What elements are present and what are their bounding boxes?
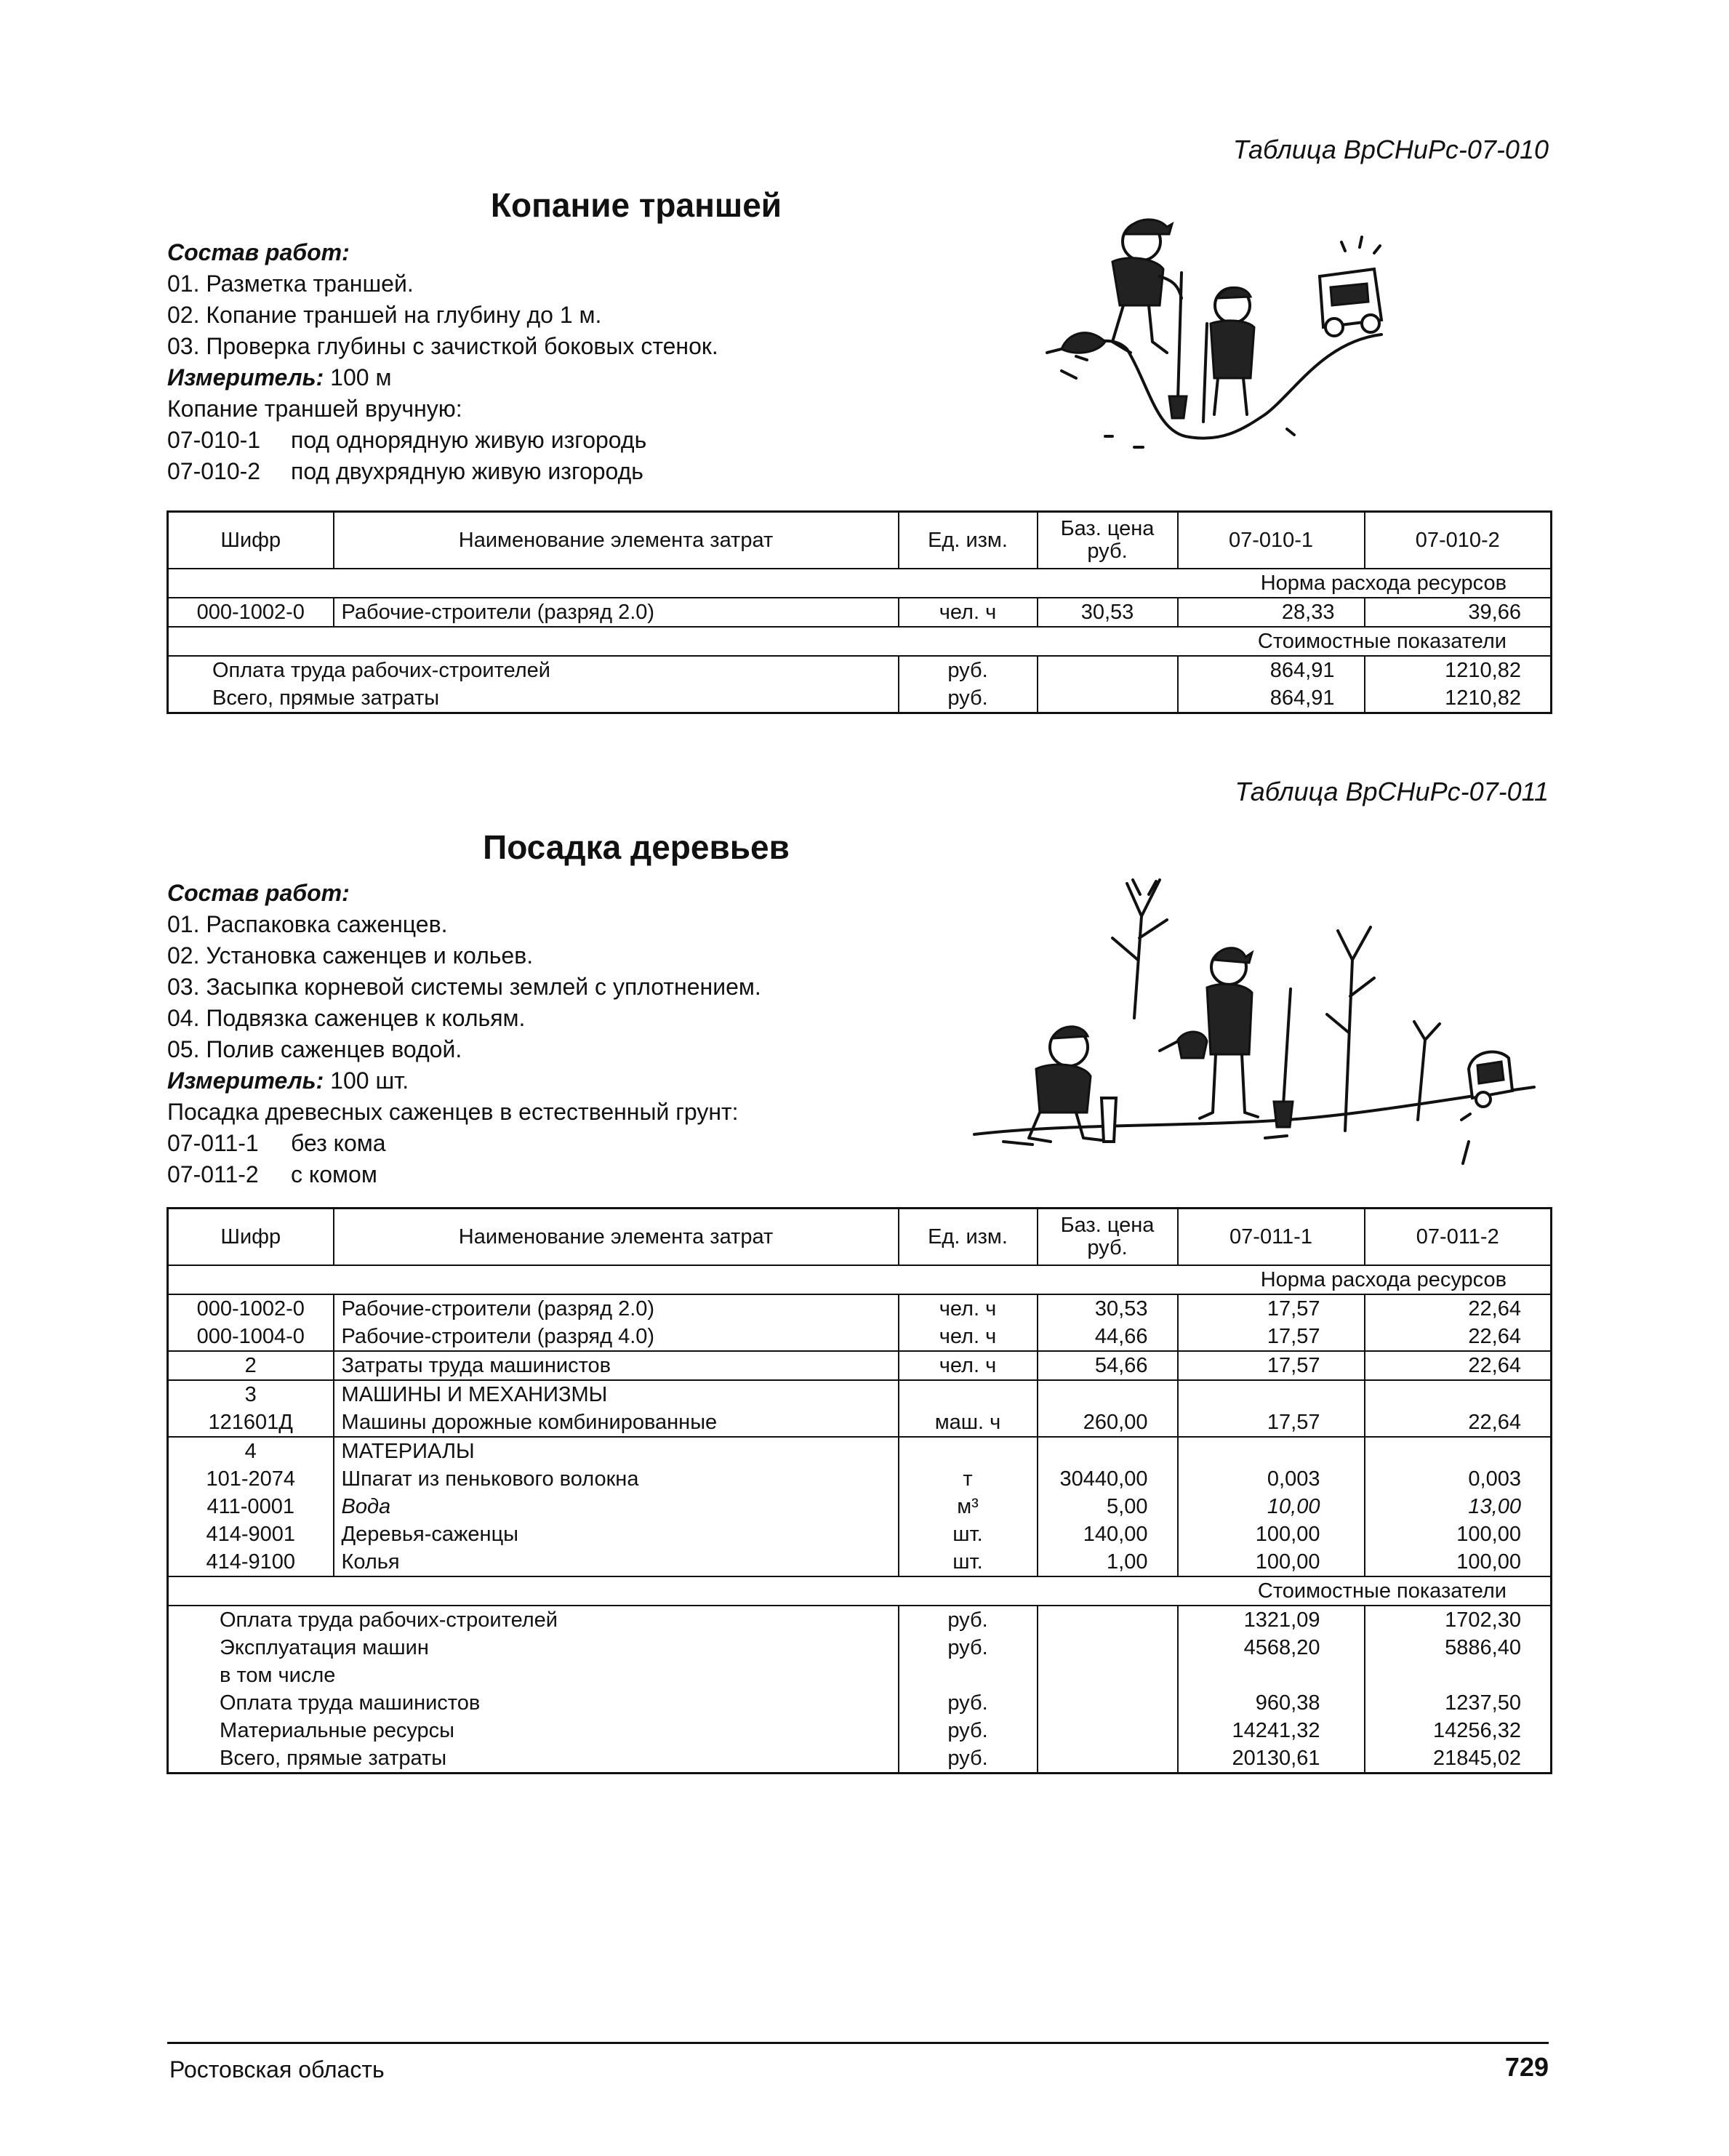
cost-unit: руб. [899,684,1038,713]
measure-value: 100 шт. [330,1067,409,1094]
cost-name: Всего, прямые затраты [220,1746,447,1770]
cost-unit: руб. [899,1606,1038,1634]
variant-code: 07-010-2 [167,458,261,484]
variant-desc: под двухрядную живую изгородь [291,458,643,484]
col-header-name: Наименование элемента затрат [334,1209,899,1266]
measure-value: 100 м [330,364,392,390]
cost-unit: руб. [899,1744,1038,1774]
row-value-1: 10,00 [1178,1493,1365,1520]
row-unit: шт. [899,1548,1038,1576]
cost-value-2: 14256,32 [1365,1717,1552,1744]
row-unit: чел. ч [899,598,1038,627]
row-code: 3 [168,1380,334,1408]
cost-value-1: 14241,32 [1178,1717,1365,1744]
table-row [168,1493,1552,1520]
cost-row [168,1744,1552,1774]
row-code: 414-9001 [206,1522,296,1546]
row-value-2: 0,003 [1365,1465,1552,1493]
cost-name: Оплата труда машинистов [220,1691,481,1715]
work-step: 03. Проверка глубины с зачисткой боковых стенок. [167,333,718,359]
variant-line [167,456,1112,487]
row-name: Вода [334,1493,899,1520]
work-step: 03. Засыпка корневой системы землей с уплотнением. [167,974,761,1000]
work-step: 01. Распаковка саженцев. [167,911,448,937]
section-cost-header: Стоимостные показатели [168,627,1552,656]
cost-row [168,1606,1552,1634]
variants-intro: Копание траншей вручную: [167,396,462,422]
cost-value-1: 4568,20 [1178,1634,1365,1662]
row-unit: шт. [899,1520,1038,1548]
cost-name: Всего, прямые затраты [212,686,440,710]
row-name: Рабочие-строители (разряд 2.0) [334,1294,899,1323]
row-code: 414-9100 [206,1550,296,1574]
row-price: 44,66 [1038,1323,1178,1351]
col-header-price: Баз. цена руб. [1038,512,1178,569]
table-row [168,1548,1552,1576]
cost-name: Эксплуатация машин [220,1635,429,1659]
row-name: Рабочие-строители (разряд 4.0) [334,1323,899,1351]
cost-row [168,1662,1552,1689]
table-row [168,1323,1552,1351]
table-row [168,1351,1552,1380]
cost-unit: руб. [899,1634,1038,1662]
col-header-code: Шифр [168,512,334,569]
cost-value-2: 21845,02 [1365,1744,1552,1774]
cost-unit: руб. [899,656,1038,684]
work-step: 04. Подвязка саженцев к кольям. [167,1005,526,1031]
work-composition [167,237,1112,487]
col-header-code: Шифр [168,1209,334,1266]
cost-row [168,1717,1552,1744]
cost-name: Материальные ресурсы [220,1718,454,1742]
section-norm-header: Норма расхода ресурсов [168,569,1552,598]
table-caption: Таблица ВрСНиРс-07-010 [1232,135,1549,164]
row-price: 140,00 [1038,1520,1178,1548]
table-row [168,1408,1552,1437]
row-code: 000-1002-0 [196,600,305,624]
col-header-variant-1: 07-010-1 [1178,512,1365,569]
variant-code: 07-011-1 [167,1130,259,1156]
col-header-name: Наименование элемента затрат [334,512,899,569]
cost-value-2: 1210,82 [1365,684,1552,713]
section-cost-header: Стоимостные показатели [168,1576,1552,1606]
row-code: 000-1004-0 [196,1324,305,1348]
row-code: 4 [168,1437,334,1465]
section-norm-header: Норма расхода ресурсов [168,1265,1552,1294]
row-name: Шпагат из пенькового волокна [334,1465,899,1493]
work-step: 01. Разметка траншей. [167,270,414,297]
row-value-2: 22,64 [1365,1408,1552,1437]
table-row [168,1294,1552,1323]
row-price: 30,53 [1038,1294,1178,1323]
section-title: Копание траншей [490,186,782,224]
variant-code: 07-010-1 [167,427,261,453]
row-name: Колья [334,1548,899,1576]
row-code: 411-0001 [206,1494,294,1518]
variant-desc: под однорядную живую изгородь [291,427,647,453]
row-value-1: 28,33 [1178,598,1365,627]
cost-name: Оплата труда рабочих-строителей [220,1608,558,1632]
col-header-unit: Ед. изм. [899,1209,1038,1266]
cost-value-1: 864,91 [1178,684,1365,713]
row-value-2: 100,00 [1365,1520,1552,1548]
row-price: 260,00 [1038,1408,1178,1437]
trench-digging-illustration [1032,196,1396,473]
work-step: 05. Полив саженцев водой. [167,1036,462,1062]
col-header-variant-2: 07-010-2 [1365,512,1552,569]
cost-value-2: 1237,50 [1365,1689,1552,1717]
row-value-1: 17,57 [1178,1323,1365,1351]
cost-value-1: 1321,09 [1178,1606,1365,1634]
table-row [168,1520,1552,1548]
cost-row [168,656,1552,684]
row-price: 5,00 [1038,1493,1178,1520]
col-header-variant-2: 07-011-2 [1365,1209,1552,1266]
work-step: 02. Установка саженцев и кольев. [167,942,534,969]
row-unit: чел. ч [899,1323,1038,1351]
row-value-2: 22,64 [1365,1294,1552,1323]
row-name: Затраты труда машинистов [334,1351,899,1380]
table-row [168,1437,1552,1465]
col-header-variant-1: 07-011-1 [1178,1209,1365,1266]
variant-desc: с комом [291,1161,377,1187]
resource-table [167,510,1552,714]
row-name: Рабочие-строители (разряд 2.0) [334,598,899,627]
row-unit: чел. ч [899,1351,1038,1380]
measure-line [167,362,1112,393]
row-value-1: 17,57 [1178,1294,1365,1323]
row-name: Деревья-саженцы [334,1520,899,1548]
row-unit: м³ [899,1493,1038,1520]
measure-label: Измеритель: [167,1067,324,1094]
row-price: 1,00 [1038,1548,1178,1576]
variant-desc: без кома [291,1130,386,1156]
table-row [168,1465,1552,1493]
cost-value-1: 864,91 [1178,656,1365,684]
variant-line [167,425,1112,456]
row-value-1: 100,00 [1178,1520,1365,1548]
footer-divider [167,2042,1549,2044]
cost-row [168,1689,1552,1717]
col-header-price: Баз. цена руб. [1038,1209,1178,1266]
row-unit: т [899,1465,1038,1493]
cost-name: Оплата труда рабочих-строителей [212,658,550,682]
row-value-1: 17,57 [1178,1351,1365,1380]
row-value-2: 22,64 [1365,1323,1552,1351]
row-code: 101-2074 [206,1467,296,1491]
row-value-2: 13,00 [1365,1493,1552,1520]
table-caption: Таблица ВрСНиРс-07-011 [1235,777,1549,806]
variants-intro: Посадка древесных саженцев в естественный грунт: [167,1099,739,1125]
row-value-2: 39,66 [1365,598,1552,627]
row-price: 30440,00 [1038,1465,1178,1493]
cost-row [168,684,1552,713]
row-value-2: 22,64 [1365,1351,1552,1380]
section-title: Посадка деревьев [483,828,790,866]
row-unit: чел. ч [899,1294,1038,1323]
row-name: МАТЕРИАЛЫ [334,1437,899,1465]
row-value-2: 100,00 [1365,1548,1552,1576]
cost-value-2: 1210,82 [1365,656,1552,684]
cost-unit: руб. [899,1717,1038,1744]
footer-region: Ростовская область [169,2056,385,2083]
row-name: МАШИНЫ И МЕХАНИЗМЫ [334,1380,899,1408]
cost-value-1: 20130,61 [1178,1744,1365,1774]
composition-label: Состав работ: [167,880,350,906]
row-value-1: 17,57 [1178,1408,1365,1437]
row-name: Машины дорожные комбинированные [334,1408,899,1437]
row-value-1: 100,00 [1178,1548,1365,1576]
tree-planting-illustration [960,851,1541,1185]
cost-name: в том числе [220,1663,336,1687]
row-code: 121601Д [208,1410,293,1434]
cost-value-2: 5886,40 [1365,1634,1552,1662]
composition-label: Состав работ: [167,239,350,265]
cost-unit: руб. [899,1689,1038,1717]
cost-value-1: 960,38 [1178,1689,1365,1717]
work-step: 02. Копание траншей на глубину до 1 м. [167,302,602,328]
table-row [168,598,1552,627]
row-price: 30,53 [1038,598,1178,627]
measure-label: Измеритель: [167,364,324,390]
resource-table [167,1207,1552,1774]
col-header-unit: Ед. изм. [899,512,1038,569]
cost-value-2: 1702,30 [1365,1606,1552,1634]
row-value-1: 0,003 [1178,1465,1365,1493]
variant-code: 07-011-2 [167,1161,259,1187]
row-unit: маш. ч [899,1408,1038,1437]
row-code: 000-1002-0 [196,1297,305,1321]
page-number: 729 [1504,2052,1549,2082]
row-code: 2 [168,1351,334,1380]
row-price: 54,66 [1038,1351,1178,1380]
cost-row [168,1634,1552,1662]
table-row [168,1380,1552,1408]
